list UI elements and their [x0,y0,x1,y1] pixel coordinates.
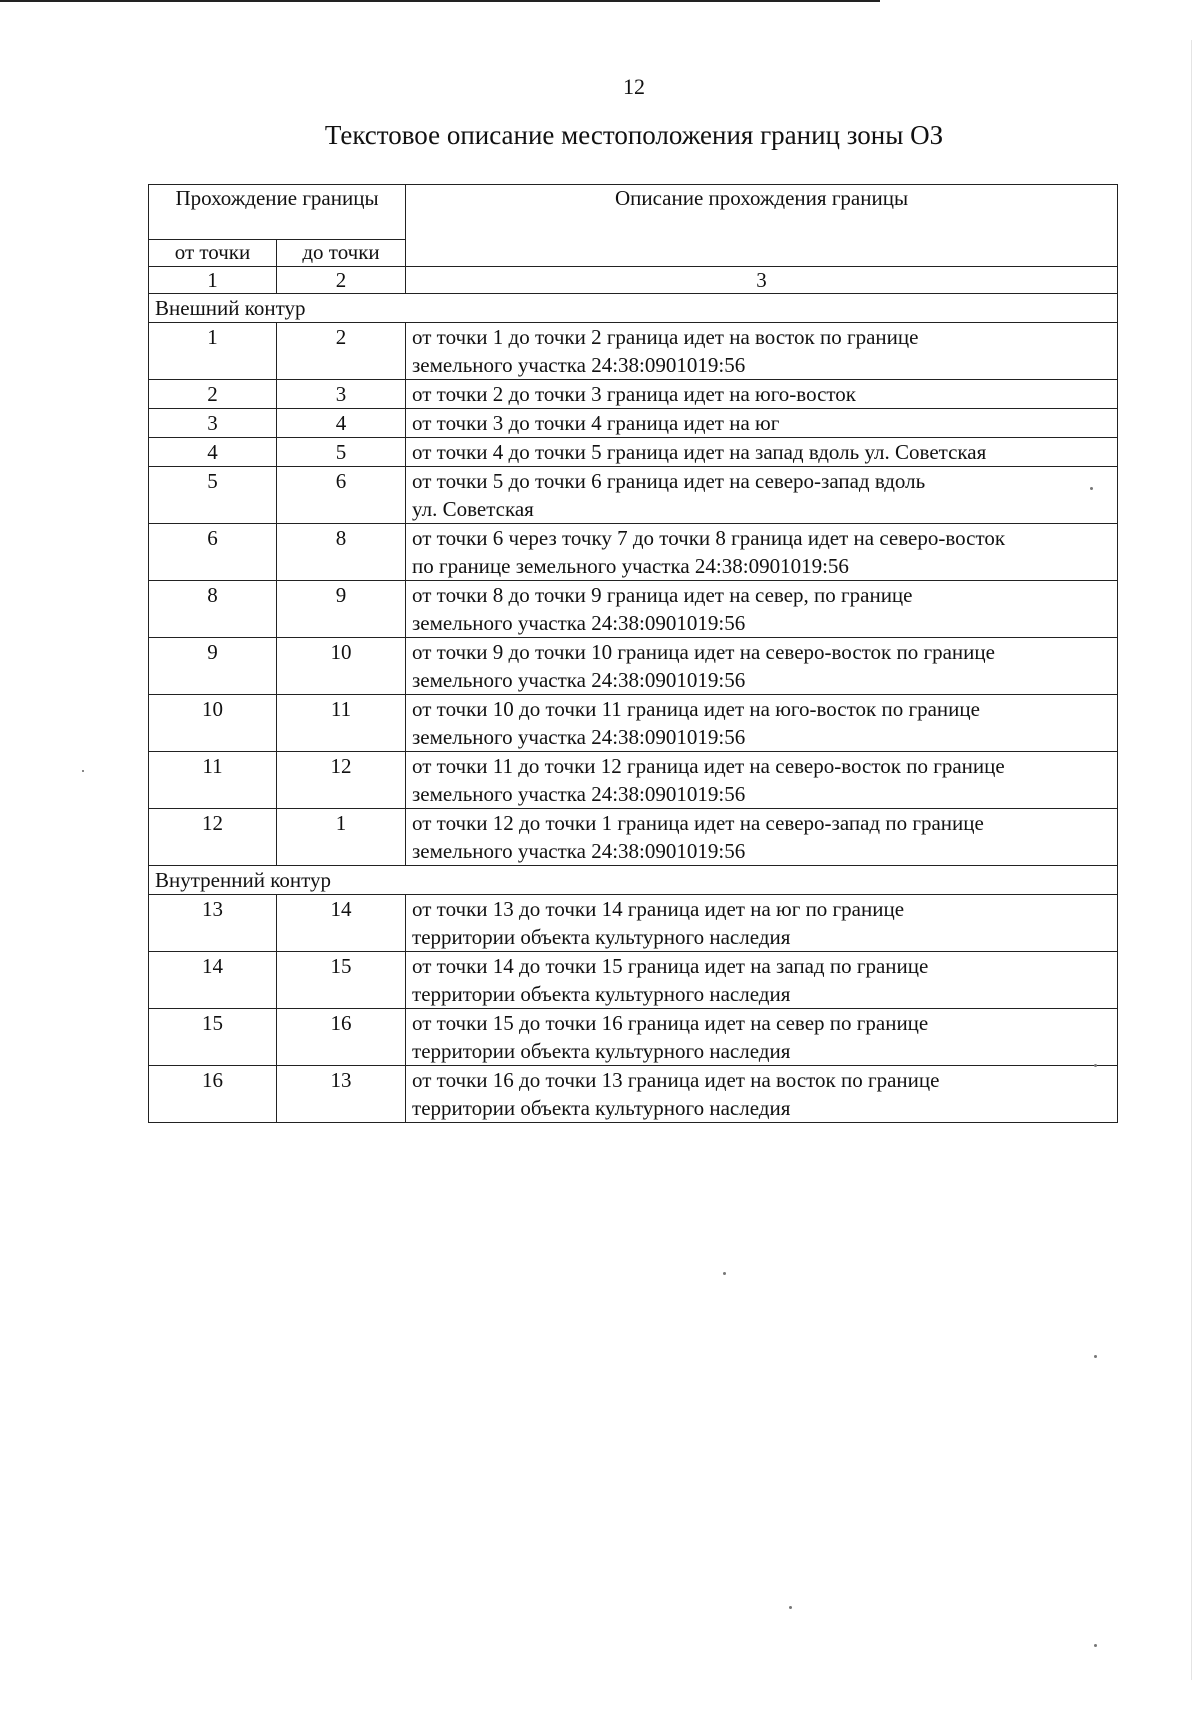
scan-speck [1094,1355,1097,1358]
from-point-cell: 4 [149,438,277,467]
from-point-cell: 6 [149,524,277,581]
from-point-cell: 11 [149,752,277,809]
description-line: земельного участка 24:38:0901019:56 [412,668,746,692]
description-cell [406,695,1118,752]
table-row [149,895,1118,952]
description-line: от точки 13 до точки 14 граница идет на юг по границе [412,897,905,921]
table-row [149,1009,1118,1066]
section-row [149,866,1118,895]
table-row [149,695,1118,752]
header-from: от точки [149,240,277,267]
description-line: земельного участка 24:38:0901019:56 [412,839,746,863]
to-point-cell: 9 [277,581,406,638]
table-row [149,438,1118,467]
to-point-cell: 16 [277,1009,406,1066]
table-row [149,524,1118,581]
scan-speck [82,770,84,772]
description-line: от точки 9 до точки 10 граница идет на северо-восток по границе [412,640,995,664]
description-line: земельного участка 24:38:0901019:56 [412,725,746,749]
description-line: от точки 4 до точки 5 граница идет на запад вдоль ул. Советская [412,440,987,464]
description-line: земельного участка 24:38:0901019:56 [412,782,746,806]
description-line: от точки 14 до точки 15 граница идет на запад по границе [412,954,929,978]
header-to: до точки [277,240,406,267]
from-point-cell: 5 [149,467,277,524]
description-line: от точки 5 до точки 6 граница идет на северо-запад вдоль [412,469,926,493]
header-description: Описание прохождения границы [406,185,1118,267]
description-line: земельного участка 24:38:0901019:56 [412,611,746,635]
description-cell [406,1066,1118,1123]
description-cell [406,581,1118,638]
description-line: территории объекта культурного наследия [412,925,791,949]
to-point-cell: 6 [277,467,406,524]
table-row [149,809,1118,866]
to-point-cell: 13 [277,1066,406,1123]
description-cell [406,438,1118,467]
top-border-line [0,0,880,2]
description-line: ул. Советская [412,497,534,521]
description-cell [406,524,1118,581]
description-line: территории объекта культурного наследия [412,1096,791,1120]
section-title: Внешний контур [149,294,1118,323]
table-row [149,323,1118,380]
to-point-cell: 2 [277,323,406,380]
description-line: от точки 3 до точки 4 граница идет на юг [412,411,780,435]
description-line: от точки 15 до точки 16 граница идет на север по границе [412,1011,929,1035]
description-cell [406,752,1118,809]
table-row [149,1066,1118,1123]
description-line: от точки 11 до точки 12 граница идет на северо-восток по границе [412,754,1005,778]
to-point-cell: 3 [277,380,406,409]
description-cell [406,809,1118,866]
to-point-cell: 11 [277,695,406,752]
description-line: от точки 1 до точки 2 граница идет на восток по границе [412,325,919,349]
from-point-cell: 16 [149,1066,277,1123]
description-line: от точки 12 до точки 1 граница идет на северо-запад по границе [412,811,984,835]
description-line: территории объекта культурного наследия [412,982,791,1006]
from-point-cell: 1 [149,323,277,380]
description-cell [406,380,1118,409]
description-line: по границе земельного участка 24:38:0901019:56 [412,554,849,578]
table-row [149,952,1118,1009]
column-number: 3 [406,267,1118,294]
from-point-cell: 10 [149,695,277,752]
description-cell [406,409,1118,438]
description-line: земельного участка 24:38:0901019:56 [412,353,746,377]
to-point-cell: 15 [277,952,406,1009]
to-point-cell: 5 [277,438,406,467]
page-number: 12 [623,74,645,99]
section-row [149,294,1118,323]
description-line: от точки 10 до точки 11 граница идет на юго-восток по границе [412,697,980,721]
boundary-table [148,184,1118,1123]
table-row [149,638,1118,695]
column-number: 1 [149,267,277,294]
to-point-cell: 8 [277,524,406,581]
header-passage: Прохождение границы [149,185,406,240]
description-line: от точки 16 до точки 13 граница идет на восток по границе [412,1068,940,1092]
from-point-cell: 2 [149,380,277,409]
table-row [149,380,1118,409]
description-cell [406,952,1118,1009]
table-row [149,467,1118,524]
scan-edge-line [1191,40,1192,1680]
to-point-cell: 4 [277,409,406,438]
to-point-cell: 10 [277,638,406,695]
scan-speck [1090,487,1093,490]
scan-speck [789,1606,792,1609]
to-point-cell: 12 [277,752,406,809]
table-body [149,294,1118,1123]
from-point-cell: 12 [149,809,277,866]
table-header [149,185,1118,294]
table-row [149,752,1118,809]
table-row [149,581,1118,638]
from-point-cell: 9 [149,638,277,695]
document-title: Текстовое описание местоположения границ зоны ОЗ [324,120,944,150]
description-line: территории объекта культурного наследия [412,1039,791,1063]
to-point-cell: 1 [277,809,406,866]
description-cell [406,895,1118,952]
from-point-cell: 8 [149,581,277,638]
description-cell [406,467,1118,524]
scan-speck [1094,1644,1097,1647]
description-line: от точки 2 до точки 3 граница идет на юго-восток [412,382,857,406]
scan-speck [1094,1064,1097,1067]
from-point-cell: 3 [149,409,277,438]
description-line: от точки 6 через точку 7 до точки 8 граница идет на северо-восток [412,526,1006,550]
scan-speck [723,1272,726,1275]
description-line: от точки 8 до точки 9 граница идет на север, по границе [412,583,913,607]
table-row [149,409,1118,438]
description-cell [406,638,1118,695]
from-point-cell: 15 [149,1009,277,1066]
column-number-row [149,267,1118,294]
description-cell [406,323,1118,380]
to-point-cell: 14 [277,895,406,952]
from-point-cell: 13 [149,895,277,952]
from-point-cell: 14 [149,952,277,1009]
description-cell [406,1009,1118,1066]
column-number: 2 [277,267,406,294]
section-title: Внутренний контур [149,866,1118,895]
